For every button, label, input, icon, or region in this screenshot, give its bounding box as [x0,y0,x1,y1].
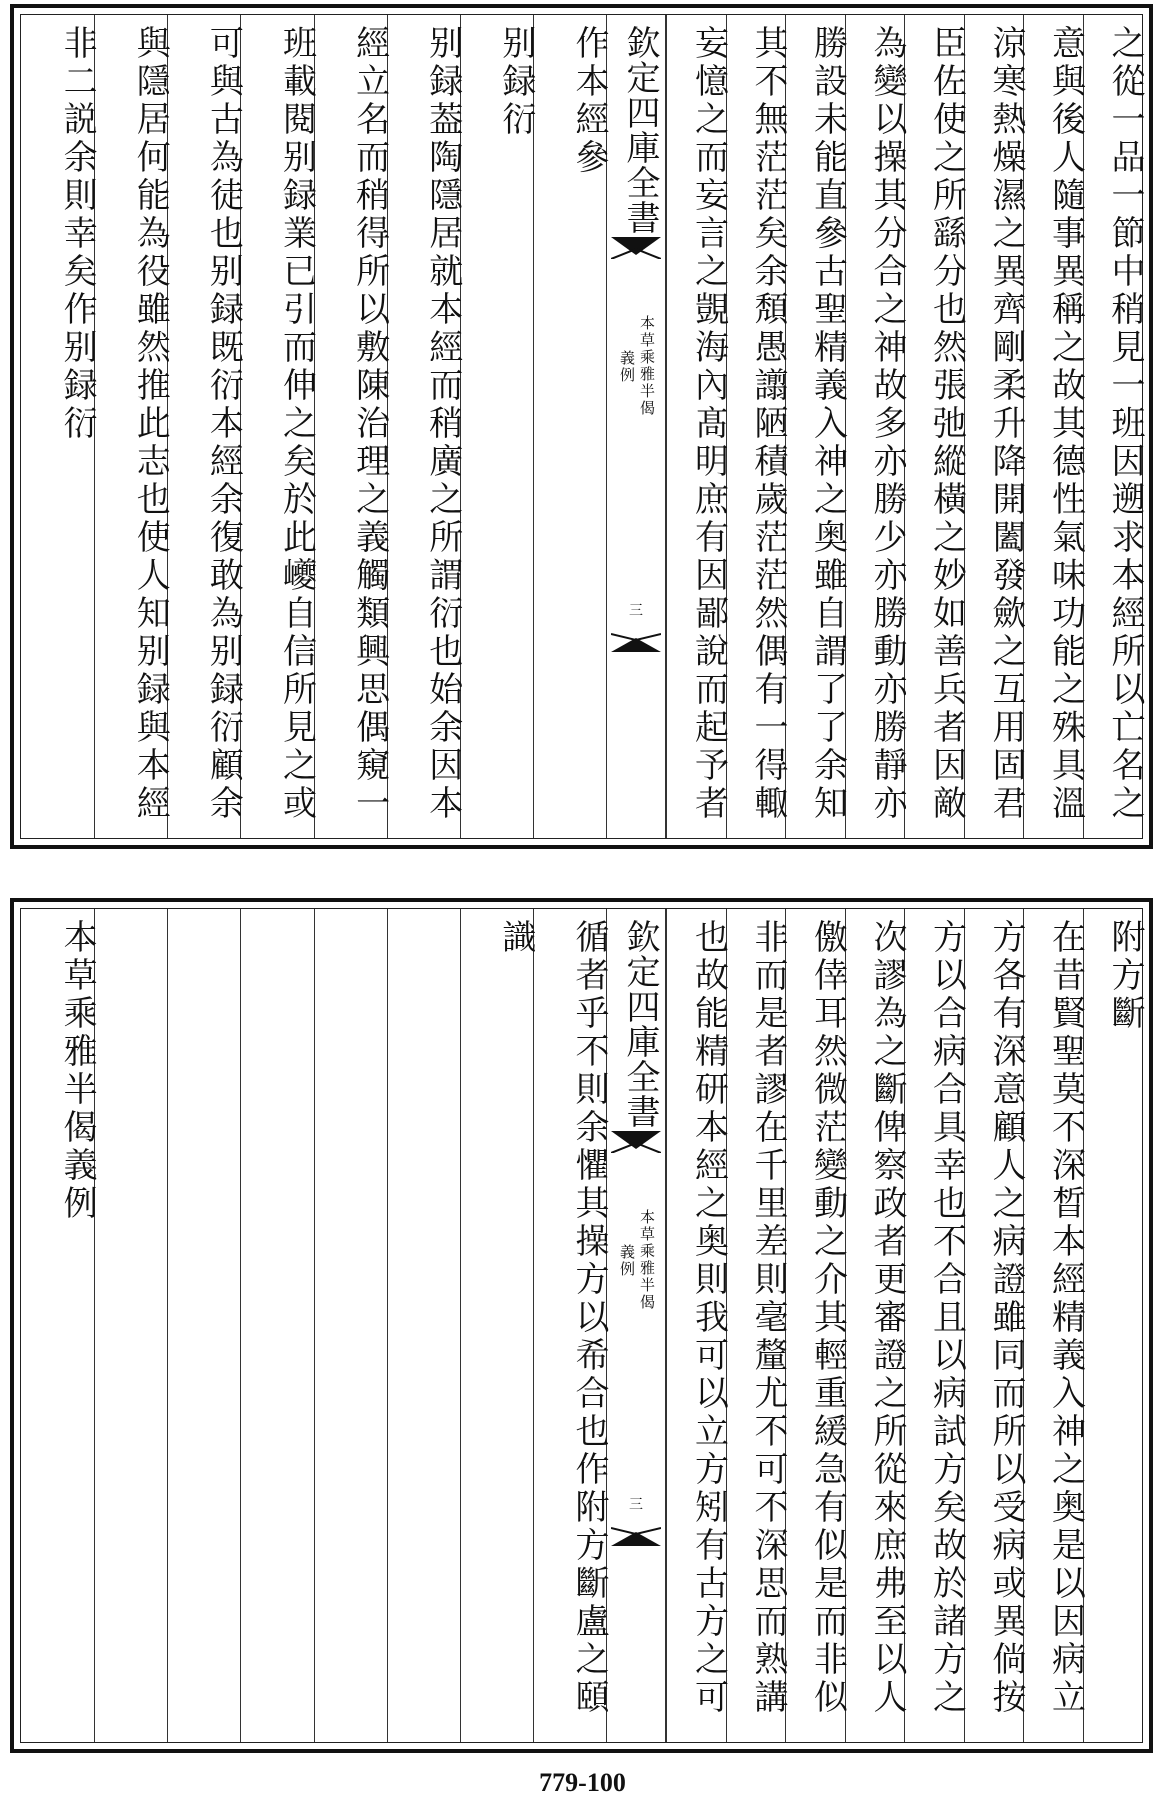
column-text: 為變以操其分合之神故多亦勝少亦勝動亦勝靜亦 [867,25,907,823]
text-column [845,15,905,838]
text-column [94,15,171,838]
bottom-page-frame [20,908,1143,1743]
column-text: 也故能精研本經之奥則我可以立方矧有古方之可 [688,919,729,1717]
gutter-book-title: 本草乘雅半偈 [638,315,656,417]
text-column [314,909,387,1742]
column-text: 意與後人隨事異稱之故其德性氣味功能之殊具溫 [1045,25,1086,823]
text-column [314,15,390,838]
text-column [240,909,313,1742]
column-text: 别録衍 [495,25,536,139]
gutter-page-number: 三 [629,603,643,619]
column-text: 循者乎不則余懼其操方以希合也作附方斷盧之頤 [569,919,609,1717]
text-column [533,15,609,838]
column-text: 本草乘雅半偈義例 [57,919,98,1223]
fish-tail-mark-bottom-icon [611,630,661,652]
text-column [1023,909,1086,1742]
column-text: 作本經參 [569,25,609,177]
book-gutter [606,909,666,1742]
bottom-page [10,898,1153,1753]
text-column [964,909,1024,1742]
column-text: 妄憶之而妄言之覬海內髙明庶有因鄙說而起予者 [688,25,729,823]
text-column [1083,15,1143,838]
fish-tail-mark-bottom-icon [611,1524,661,1546]
fish-tail-mark-icon [611,237,661,259]
gutter-title: 欽定四庫全書 [620,25,660,235]
top-page [10,4,1153,849]
text-column [785,15,848,838]
text-column [666,909,729,1742]
text-column [167,15,244,838]
gutter-book-title: 本草乘雅半偈 [638,1209,656,1311]
text-column [904,15,967,838]
column-text: 可與古為徒也别録既衍本經余復敢為别録衍顧余 [203,25,244,823]
column-text: 方各有深意顧人之病證雖同而所以受病或異倘按 [986,919,1026,1717]
text-column [167,909,240,1742]
column-text: 與隱居何能為役雖然推此志也使人知别録與本經 [130,25,171,823]
column-text: 在昔賢聖莫不深晳本經精義入神之奥是以因病立 [1045,919,1086,1717]
top-page-frame [20,14,1143,839]
text-column [1023,15,1086,838]
column-text: 班載閱别録業已引而伸之矣於此巙自信所見之或 [276,25,317,823]
text-column [21,15,98,838]
gutter-page-number: 三 [629,1497,643,1513]
text-column [460,909,536,1742]
page-code: 779-100 [539,1768,626,1797]
column-text: 次謬為之斷俾察政者更審證之所從來庶弗至以人 [867,919,907,1717]
column-text: 經立名而稍得所以敷陳治理之義觸類興思偶窺一 [349,25,390,823]
text-column [904,909,967,1742]
text-column [785,909,848,1742]
text-column [21,909,98,1742]
column-text: 非二説余則幸矣作别録衍 [57,25,98,443]
column-text: 其不無茫茫矣余頽愚譾陋積歲茫茫然偶有一得輙 [748,25,788,823]
text-column [666,15,729,838]
column-text: 非而是者謬在千里差則毫釐尤不可不深思而熟講 [748,919,788,1717]
column-text: 涼寒熱燥濕之異齊剛柔升降開闔發歛之互用固君 [986,25,1026,823]
text-column [460,15,536,838]
book-gutter [606,15,666,838]
text-column [726,15,786,838]
column-text: 儌倖耳然微茫變動之介其輕重緩急有似是而非似 [807,919,848,1717]
column-text: 附方斷 [1105,919,1145,1033]
gutter-section-title: 義例 [618,350,636,384]
text-column [845,909,905,1742]
column-text: 臣佐使之所繇分也然張弛縱橫之妙如善兵者因敵 [926,25,967,823]
column-text: 識 [495,919,536,957]
text-column [387,15,463,838]
column-text: 之從一品一節中稍見一班因遡求本經所以亡名之 [1105,25,1145,823]
gutter-section-title: 義例 [618,1244,636,1278]
column-text: 别録葢陶隱居就本經而稍廣之所謂衍也始余因本 [422,25,463,823]
text-column [1083,909,1143,1742]
gutter-title: 欽定四庫全書 [620,919,660,1129]
text-column [94,909,167,1742]
text-column [964,15,1024,838]
text-column [387,909,460,1742]
text-column [726,909,786,1742]
fish-tail-mark-icon [611,1131,661,1153]
text-column [533,909,609,1742]
text-column [240,15,317,838]
column-text: 勝設未能直參古聖精義入神之奥雖自謂了了余知 [807,25,848,823]
column-text: 方以合病合具幸也不合且以病試方矣故於諸方之 [926,919,967,1717]
